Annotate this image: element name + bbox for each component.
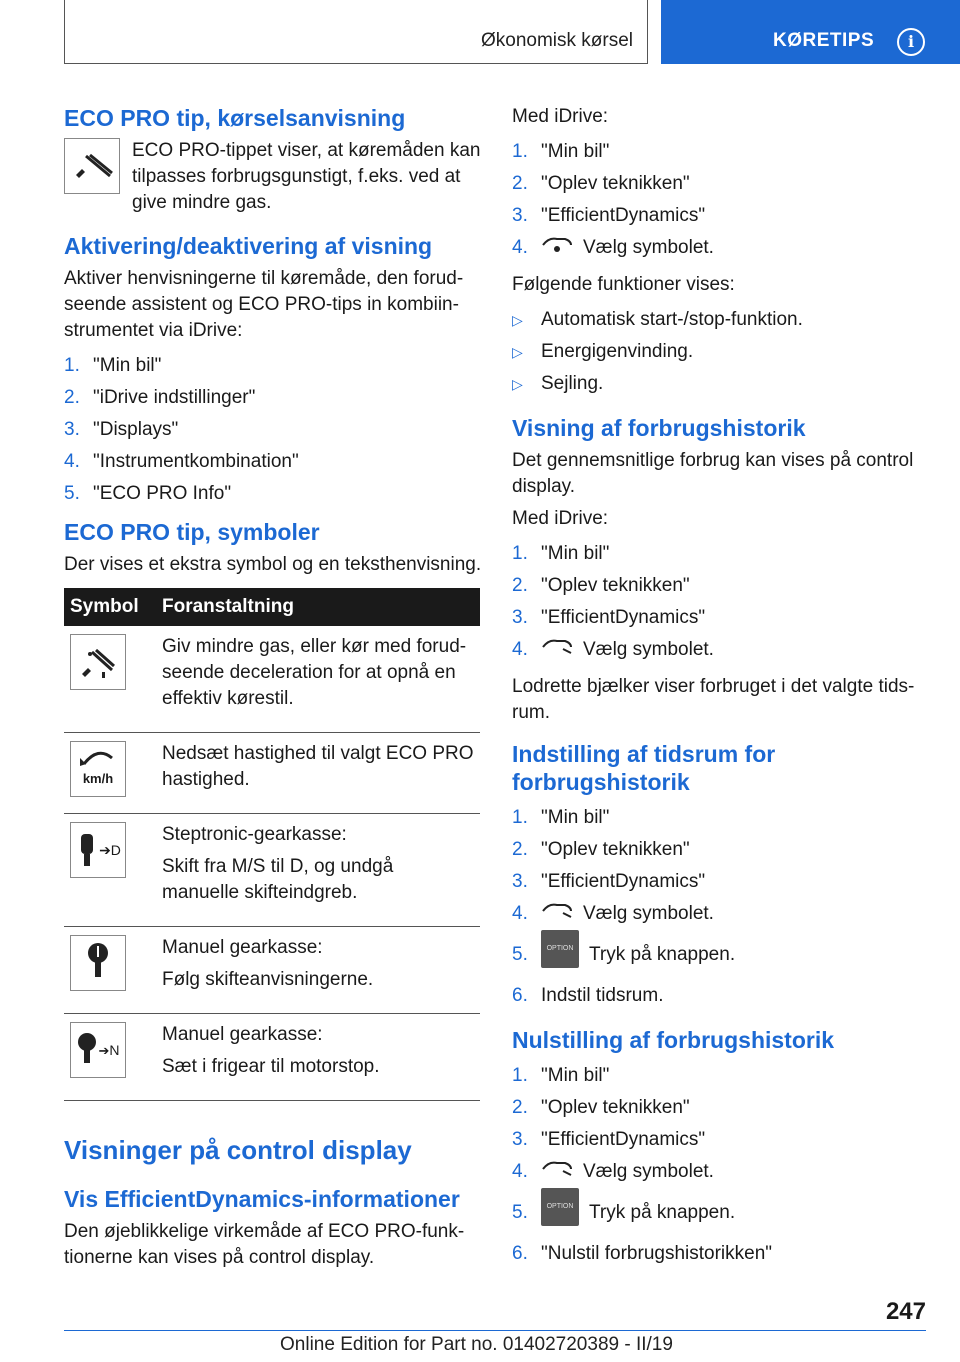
steptronic-icon: ➔ D: [70, 822, 126, 878]
section-title-activation: Aktivering/deaktivering af visning: [64, 233, 433, 259]
row-text-2: Følg skifteanvisningerne.: [162, 969, 374, 990]
symbols-text: Der vises et ekstra symbol og en teksthenvisning.: [64, 554, 482, 575]
table-row: [64, 626, 480, 733]
list-item: 2. "Oplev teknikken": [512, 1097, 690, 1118]
list-item: 3. "EfficientDynamics": [512, 205, 706, 226]
section-title-symbols: ECO PRO tip, symboler: [64, 519, 320, 545]
activation-steps: [64, 350, 482, 510]
section-title-history: Visning af forbrugshistorik: [512, 415, 806, 441]
section-title-efficientdynamics: Vis EfficientDynamics-informationer: [64, 1186, 460, 1212]
car-symbol-icon: [541, 634, 573, 666]
efficientdynamics-text: Den øjeblikkelige virkemåde af ECO PRO-funktionerne kan vises på control display.: [64, 1221, 465, 1268]
option-button-icon: OPTION: [541, 1188, 579, 1226]
list-item: 2. "Oplev teknikken": [512, 173, 690, 194]
activation-text: Aktiver henvisningerne til køremåde, den forudseende assistent og ECO PRO-tips in kombiinstrumentet via iDrive:: [64, 268, 464, 341]
list-item: 3. "EfficientDynamics": [512, 871, 706, 892]
table-row: [64, 1014, 480, 1101]
steps-b: [512, 538, 922, 666]
list-item: 1. "Min bil": [512, 807, 610, 828]
row-text: Steptronic-gearkasse:: [162, 824, 347, 845]
table-header-row: [64, 588, 480, 626]
list-item: ▷ Automatisk start-/stop-funktion.: [512, 309, 803, 330]
eco-pedal-icon: [64, 138, 120, 194]
list-item: ▷ Sejling.: [512, 373, 604, 394]
steps-a: [512, 136, 922, 264]
list-item: 5. "ECO PRO Info": [64, 483, 232, 504]
section-title-eco-pro-drive: ECO PRO tip, kørselsanvisning: [64, 105, 406, 131]
list-item: 1. "Min bil": [512, 141, 610, 162]
list-item: 6. "Nulstil forbrugshistorikken": [512, 1243, 773, 1264]
row-text-2: Sæt i frigear til motorstop.: [162, 1056, 380, 1077]
table-row: [64, 733, 480, 814]
row-text: Manuel gearkasse:: [162, 937, 323, 958]
info-icon: i: [897, 28, 925, 56]
col-header-action: Foranstaltning: [156, 588, 480, 626]
history-intro: Med iDrive:: [512, 508, 609, 529]
manual-shift-icon: [70, 935, 126, 991]
table-row: [64, 814, 480, 927]
list-item: 4. Vælg symbolet.: [512, 1156, 922, 1188]
list-item: 4. "Instrumentkombination": [64, 451, 299, 472]
steps-c: [512, 802, 922, 1012]
car-symbol-icon: [541, 898, 573, 930]
list-item: 1. "Min bil": [64, 355, 162, 376]
header-section-tab: [64, 0, 648, 64]
steps-d: [512, 1060, 922, 1270]
eco-pro-tip-block: [64, 138, 482, 216]
list-item: 1. "Min bil": [512, 1065, 610, 1086]
page-number: 247: [885, 1298, 926, 1325]
reduce-gas-icon: [70, 634, 126, 690]
header-right-title: KØRETIPS: [773, 30, 875, 51]
list-item: 5. OPTION Tryk på knappen.: [512, 930, 922, 980]
list-item: 2. "Oplev teknikken": [512, 839, 690, 860]
list-item: ▷ Energigenvinding.: [512, 341, 694, 362]
speed-reduce-icon: km/h: [70, 741, 126, 797]
col-header-symbol: Symbol: [64, 588, 156, 626]
list-item: 4. Vælg symbolet.: [512, 898, 922, 930]
car-symbol-icon: [541, 232, 573, 264]
neutral-gear-icon: ➔ N: [70, 1022, 126, 1078]
footer-divider: [64, 1330, 926, 1331]
car-symbol-icon: [541, 1156, 573, 1188]
option-button-icon: OPTION: [541, 930, 579, 968]
right-column: [512, 104, 922, 1278]
list-item: 3. "EfficientDynamics": [512, 607, 706, 628]
list-item: 3. "Displays": [64, 419, 179, 440]
row-text: Giv mindre gas, eller kør med forudseende deceleration for at opnå en effektiv kørestil.: [162, 636, 467, 709]
list-item: 3. "EfficientDynamics": [512, 1129, 706, 1150]
section-title-timespan: Indstilling af tidsrum for forbrugshistorik: [512, 741, 776, 795]
list-item: 1. "Min bil": [512, 543, 610, 564]
header-chapter-tab: [661, 0, 960, 64]
history-text: Det gennemsnitlige forbrug kan vises på control display.: [512, 450, 914, 497]
eco-pro-tip-text: ECO PRO-tippet viser, at køremåden kan tilpasses forbrugsgunstigt, f.eks. ved at give mindre gas.: [132, 140, 481, 213]
list-item: 4. Vælg symbolet.: [512, 634, 922, 666]
header-left-title: Økonomisk kørsel: [480, 30, 633, 51]
row-text-2: Skift fra M/S til D, og undgå manuelle skifteindgreb.: [162, 856, 394, 903]
history-after: Lodrette bjælker viser forbruget i det valgte tidsrum.: [512, 676, 915, 723]
list-item: 6. Indstil tidsrum.: [512, 985, 664, 1006]
table-row: [64, 927, 480, 1014]
list-item: 5. OPTION Tryk på knappen.: [512, 1188, 922, 1238]
list-item: 2. "Oplev teknikken": [512, 575, 690, 596]
row-text: Manuel gearkasse:: [162, 1024, 323, 1045]
left-column: [64, 104, 482, 1277]
edition-text: Online Edition for Part no. 01402720389 - II/19: [280, 1334, 673, 1355]
section-title-reset: Nulstilling af forbrugshistorik: [512, 1027, 835, 1053]
idrive-intro: Med iDrive:: [512, 106, 609, 127]
list-item: 4. Vælg symbolet.: [512, 232, 922, 264]
list-item: 2. "iDrive indstillinger": [64, 387, 256, 408]
section-title-control-display: Visninger på control display: [64, 1135, 412, 1165]
row-text: Nedsæt hastighed til valgt ECO PRO hastighed.: [162, 743, 474, 790]
features-list: [512, 304, 922, 400]
features-label: Følgende funktioner vises:: [512, 274, 735, 295]
symbol-table: [64, 588, 480, 1101]
